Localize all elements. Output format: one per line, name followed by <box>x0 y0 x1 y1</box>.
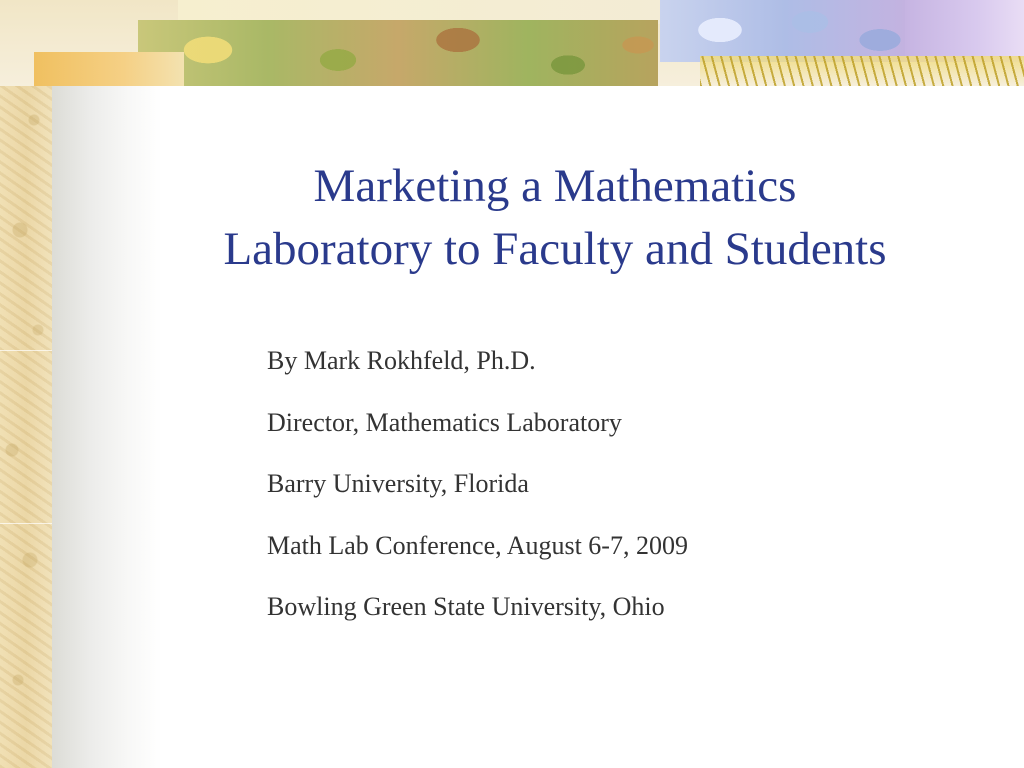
byline-role: Director, Mathematics Laboratory <box>267 407 622 437</box>
banner-blue-flowers-image <box>660 0 910 62</box>
banner-grass-image <box>700 56 1024 86</box>
strip-seam <box>0 350 52 351</box>
banner-lavender-block <box>905 0 1024 62</box>
banner-gold-block <box>34 52 184 86</box>
left-parchment-strip <box>0 0 52 768</box>
banner-leaves-image <box>138 20 658 86</box>
byline-conference: Math Lab Conference, August 6-7, 2009 <box>267 530 688 560</box>
strip-seam <box>0 523 52 524</box>
byline-list <box>267 342 688 650</box>
byline-author: By Mark Rokhfeld, Ph.D. <box>267 346 536 375</box>
byline-venue: Bowling Green State University, Ohio <box>267 592 665 621</box>
slide-title-line-2: Laboratory to Faculty and Students <box>223 223 887 276</box>
slide-title <box>120 155 990 281</box>
decorative-banner <box>0 0 1024 86</box>
byline-institution: Barry University, Florida <box>267 469 529 498</box>
slide-title-line-1: Marketing a Mathematics <box>313 160 797 213</box>
